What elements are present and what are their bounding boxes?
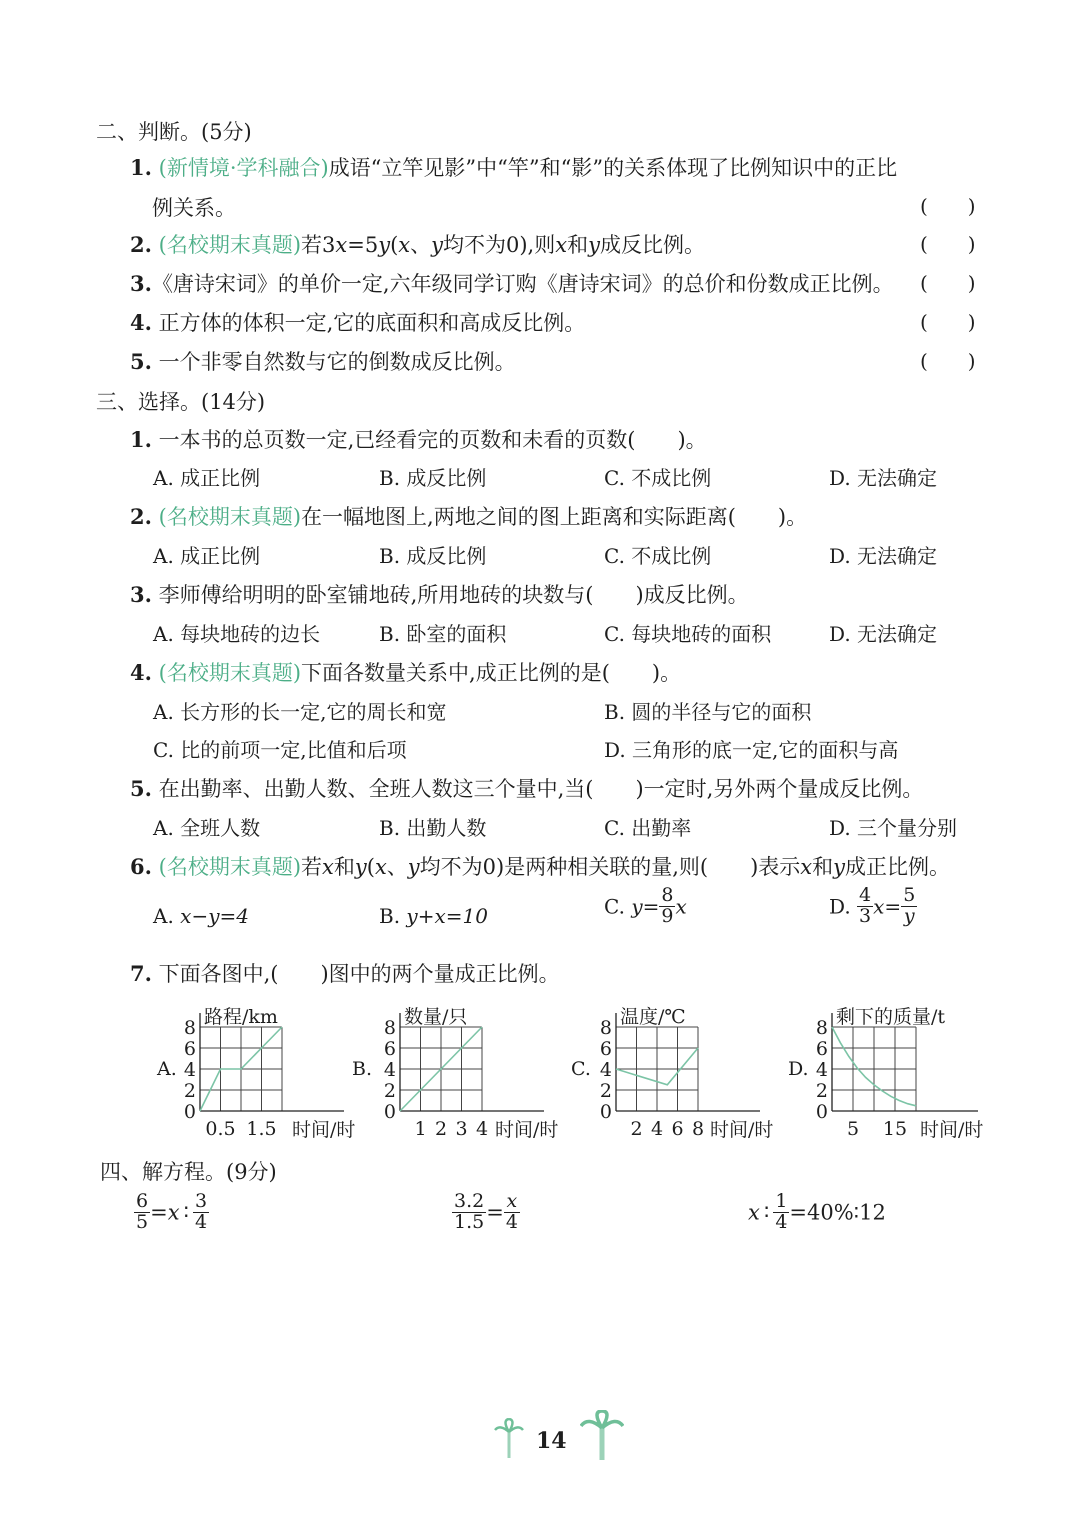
x-axis-label: 时间/时 <box>292 1119 356 1141</box>
option-a[interactable]: A. 全班人数 <box>153 816 261 840</box>
y-tick-label: 0 <box>183 1101 196 1123</box>
variable-y: y <box>431 233 443 257</box>
question-text: ( <box>366 855 375 879</box>
variable-x: x <box>374 855 387 879</box>
chart-option-label: C. <box>571 1058 591 1080</box>
x-tick-label: 5 <box>846 1118 860 1140</box>
item-text: 一个非零自然数与它的倒数成反比例。 <box>158 350 516 374</box>
option-a[interactable]: A. 成正比例 <box>153 544 261 568</box>
denominator: 4 <box>505 1210 518 1233</box>
question-text: 均不为0)是两种相关联的量,则( )表示 <box>419 855 801 879</box>
item-text: 、 <box>410 233 432 257</box>
option-letter: D. <box>829 894 858 919</box>
variable-y: y <box>407 855 420 879</box>
palm-tree-icon <box>580 1410 624 1462</box>
question-text: 成正比例。 <box>845 855 950 879</box>
item-number: 6. <box>130 854 152 879</box>
y-tick-label: 0 <box>599 1101 612 1123</box>
option-c[interactable]: C. 不成比例 <box>604 544 712 568</box>
answer-blank[interactable]: ( ) <box>920 232 976 256</box>
y-tick-label: 8 <box>183 1017 196 1039</box>
item-number: 5. <box>130 349 152 374</box>
fraction <box>134 1192 150 1233</box>
fraction <box>452 1192 486 1233</box>
option-d[interactable]: D. 三角形的底一定,它的面积与高 <box>604 738 899 762</box>
x-tick-label: 0.5 <box>205 1118 236 1140</box>
answer-blank[interactable]: ( ) <box>920 349 976 373</box>
equals-sign: = <box>486 1200 504 1225</box>
option-b[interactable]: B. 卧室的面积 <box>379 622 507 646</box>
item-text: 成语“立竿见影”中“竿”和“影”的关系体现了比例知识中的正比 <box>328 156 898 180</box>
x-tick-label: 2 <box>630 1118 643 1140</box>
option-d[interactable]: D. 三个量分别 <box>829 816 958 840</box>
option-d[interactable]: D. 无法确定 <box>829 544 938 568</box>
page-number: 14 <box>536 1428 567 1454</box>
equation-1 <box>134 1192 209 1233</box>
option-d[interactable]: D. 无法确定 <box>829 622 938 646</box>
fraction <box>193 1192 209 1233</box>
item-number: 1. <box>130 155 152 180</box>
y-tick-label: 2 <box>815 1080 828 1102</box>
chart-option-label: D. <box>788 1058 809 1080</box>
question-text: 一本书的总页数一定,已经看完的页数和未看的页数( )。 <box>158 428 707 452</box>
judge-item-5 <box>130 346 516 376</box>
choice-question-4 <box>130 657 681 687</box>
option-b[interactable]: B. 成反比例 <box>379 544 487 568</box>
item-text: =5 <box>347 233 379 257</box>
section-equations-heading: 四、解方程。(9分) <box>100 1160 277 1184</box>
choice-question-5 <box>130 773 923 803</box>
option-a[interactable]: A. 每块地砖的边长 <box>153 622 321 646</box>
item-number: 5. <box>130 776 152 801</box>
item-text: 若3 <box>301 233 336 257</box>
item-number: 2. <box>130 232 152 257</box>
variable-y: y <box>378 233 391 257</box>
item-number: 3. <box>130 582 152 607</box>
chart-option-label: A. <box>157 1058 177 1080</box>
x-tick-label: 2 <box>434 1118 448 1140</box>
equation-3 <box>748 1192 886 1233</box>
x-axis-label: 时间/时 <box>710 1119 774 1141</box>
option-expression: x <box>675 894 687 919</box>
variable-x: x <box>555 233 568 257</box>
option-c[interactable]: C. 不成比例 <box>604 466 712 490</box>
y-axis-label: 路程/km <box>204 1006 278 1028</box>
item-text: 《唐诗宋词》的单价一定,六年级同学订购《唐诗宋词》的总价和份数成正比例。 <box>151 272 894 296</box>
y-tick-label: 2 <box>183 1080 196 1102</box>
section-choice-heading: 三、选择。(14分) <box>96 390 266 414</box>
variable-y: y <box>354 855 367 879</box>
y-tick-label: 2 <box>383 1080 396 1102</box>
option-a[interactable] <box>153 904 249 928</box>
equation-2 <box>452 1192 520 1233</box>
option-d[interactable] <box>829 886 917 927</box>
y-tick-label: 8 <box>383 1017 396 1039</box>
item-tag: (名校期末真题) <box>158 233 302 257</box>
judge-item-1 <box>130 152 897 182</box>
judge-item-2 <box>130 229 705 259</box>
item-text: ( <box>390 233 399 257</box>
variable-x: x <box>167 1200 180 1225</box>
numerator: 8 <box>661 884 674 906</box>
item-number: 3. <box>130 271 152 296</box>
y-tick-label: 6 <box>599 1038 612 1060</box>
option-expression: x= <box>873 894 902 919</box>
x-tick-label: 8 <box>691 1118 705 1140</box>
variable-x: x <box>800 855 813 879</box>
item-number: 7. <box>130 961 152 986</box>
item-tag: (新情境·学科融合) <box>158 156 329 180</box>
equation-rest: =40%∶12 <box>789 1200 886 1225</box>
x-tick-label: 1 <box>414 1118 427 1140</box>
item-number: 4. <box>130 310 152 335</box>
item-number: 1. <box>130 427 152 452</box>
variable-x: x <box>335 233 348 257</box>
option-letter: B. <box>379 904 407 928</box>
x-axis-label: 时间/时 <box>920 1119 984 1141</box>
numerator: 5 <box>903 884 916 906</box>
choice-question-1 <box>130 424 707 454</box>
option-expression: y+x=10 <box>406 904 488 928</box>
question-text: 下面各数量关系中,成正比例的是( )。 <box>301 661 682 685</box>
x-tick-label: 3 <box>455 1118 468 1140</box>
x-tick-label: 4 <box>475 1118 489 1140</box>
choice-question-3 <box>130 579 749 609</box>
x-tick-label: 4 <box>650 1118 664 1140</box>
choice-question-7 <box>130 958 560 988</box>
option-c[interactable] <box>604 886 687 927</box>
judge-item-3 <box>130 268 894 298</box>
equals-sign: = <box>150 1200 168 1225</box>
item-text: 和 <box>567 233 589 257</box>
item-tag: (名校期末真题) <box>158 855 302 879</box>
option-a[interactable]: A. 长方形的长一定,它的周长和宽 <box>153 700 447 724</box>
option-b[interactable]: B. 圆的半径与它的面积 <box>604 700 812 724</box>
y-tick-label: 4 <box>383 1059 396 1081</box>
denominator: 9 <box>661 904 674 927</box>
item-text: 均不为0),则 <box>443 233 556 257</box>
denominator: 4 <box>775 1210 788 1233</box>
option-c[interactable]: C. 比的前项一定,比值和后项 <box>153 738 407 762</box>
fraction <box>504 1192 520 1233</box>
item-text: 正方体的体积一定,它的底面积和高成反比例。 <box>158 311 586 335</box>
option-expression: x−y=4 <box>180 904 249 928</box>
ratio-sign: ∶ <box>183 1200 190 1225</box>
judge-item-4 <box>130 307 585 337</box>
denominator: 1.5 <box>454 1210 485 1233</box>
option-c[interactable]: C. 出勤率 <box>604 816 692 840</box>
answer-blank[interactable]: ( ) <box>920 194 976 218</box>
option-c[interactable]: C. 每块地砖的面积 <box>604 622 772 646</box>
y-tick-label: 8 <box>599 1017 612 1039</box>
fraction <box>901 886 917 927</box>
answer-blank[interactable]: ( ) <box>920 310 976 334</box>
charts-area <box>0 990 1080 1150</box>
option-b[interactable]: B. 出勤人数 <box>379 816 487 840</box>
y-tick-label: 2 <box>599 1080 612 1102</box>
question-text: 李师傅给明明的卧室铺地砖,所用地砖的块数与( )成反比例。 <box>158 583 749 607</box>
judge-item-1-continued: 例关系。 <box>152 196 236 220</box>
ratio-sign: ∶ <box>763 1200 770 1225</box>
y-tick-label: 4 <box>599 1059 612 1081</box>
y-tick-label: 6 <box>383 1038 396 1060</box>
palm-tree-icon <box>494 1418 524 1460</box>
numerator: 3.2 <box>454 1190 485 1212</box>
y-tick-label: 4 <box>815 1059 828 1081</box>
numerator: x <box>504 1192 520 1213</box>
x-tick-label: 15 <box>882 1118 908 1140</box>
numerator: 1 <box>775 1190 788 1212</box>
option-expression: y= <box>631 894 660 919</box>
item-tag: (名校期末真题) <box>158 661 302 685</box>
numerator: 6 <box>136 1190 149 1212</box>
y-tick-label: 4 <box>183 1059 196 1081</box>
y-axis-label: 温度/℃ <box>620 1006 686 1028</box>
option-letter: C. <box>604 894 632 919</box>
option-b[interactable]: B. 成反比例 <box>379 466 487 490</box>
fraction <box>773 1192 789 1233</box>
variable-x: x <box>748 1200 760 1225</box>
y-axis-label: 剩下的质量/t <box>836 1006 946 1028</box>
y-axis-label: 数量/只 <box>404 1006 468 1028</box>
section-judgement-heading: 二、判断。(5分) <box>96 120 252 144</box>
option-b[interactable] <box>379 904 488 928</box>
question-text: 在出勤率、出勤人数、全班人数这三个量中,当( )一定时,另外两个量成反比例。 <box>158 777 924 801</box>
x-tick-label: 1.5 <box>246 1118 277 1140</box>
fraction <box>857 886 873 927</box>
question-text: 在一幅地图上,两地之间的图上距离和实际距离( )。 <box>301 505 808 529</box>
choice-question-6 <box>130 851 950 881</box>
denominator: 5 <box>136 1210 149 1233</box>
y-tick-label: 6 <box>815 1038 828 1060</box>
denominator: 4 <box>195 1210 208 1233</box>
option-a[interactable]: A. 成正比例 <box>153 466 261 490</box>
y-tick-label: 8 <box>815 1017 828 1039</box>
option-d[interactable]: D. 无法确定 <box>829 466 938 490</box>
numerator: 3 <box>195 1190 208 1212</box>
question-text: 下面各图中,( )图中的两个量成正比例。 <box>158 962 560 986</box>
variable-x: x <box>398 233 411 257</box>
question-text: 若 <box>301 855 323 879</box>
item-text: 成反比例。 <box>599 233 705 257</box>
numerator: 4 <box>859 884 872 906</box>
variable-y: y <box>833 855 845 879</box>
variable-x: x <box>322 855 334 879</box>
question-text: 、 <box>386 855 408 879</box>
item-number: 2. <box>130 504 152 529</box>
item-tag: (名校期末真题) <box>158 505 302 529</box>
chart-option-label: B. <box>352 1058 373 1080</box>
option-letter: A. <box>153 904 181 928</box>
x-axis-label: 时间/时 <box>495 1119 559 1141</box>
denominator: y <box>903 904 915 927</box>
x-tick-label: 6 <box>671 1118 684 1140</box>
denominator: 3 <box>859 904 872 927</box>
variable-y: y <box>588 233 600 257</box>
y-tick-label: 0 <box>383 1101 396 1123</box>
question-text: 和 <box>812 855 834 879</box>
fraction <box>659 886 675 927</box>
y-tick-label: 0 <box>815 1101 828 1123</box>
y-tick-label: 6 <box>183 1038 196 1060</box>
choice-question-2 <box>130 501 807 531</box>
item-number: 4. <box>130 660 152 685</box>
answer-blank[interactable]: ( ) <box>920 271 976 295</box>
question-text: 和 <box>333 855 355 879</box>
